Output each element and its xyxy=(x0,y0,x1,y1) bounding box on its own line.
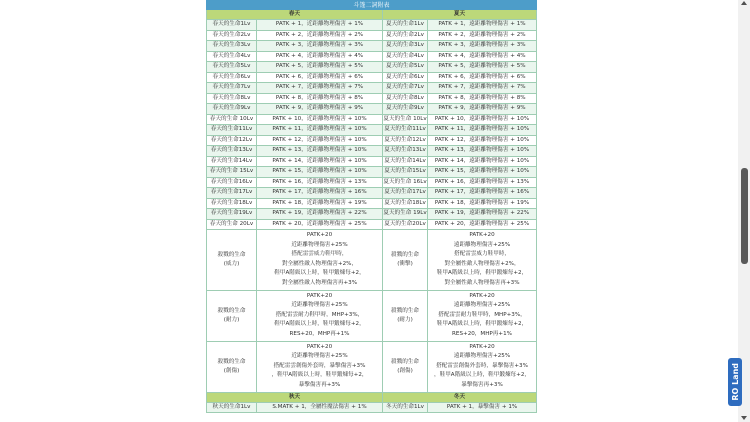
table-row xyxy=(207,209,537,220)
special-label-line: 殺戮的生命 xyxy=(217,251,246,258)
summer-level-cell: 夏天的生命 19Lv xyxy=(383,209,428,220)
spring-level-cell: 春天的生命 15Lv xyxy=(207,167,257,178)
table-row xyxy=(207,156,537,167)
effect-line: 對全屬性敵人物理傷害+2%， xyxy=(281,260,358,267)
special-label-line: 殺戮的生命 xyxy=(391,307,419,314)
effect-line: 對全屬性敵人物理傷害再+3% xyxy=(444,279,520,286)
spring-effect-cell: PATK + 11，近距離物理傷害 + 10% xyxy=(257,125,383,136)
table-row xyxy=(207,188,537,199)
table-row-special xyxy=(207,230,537,291)
summer-level-cell: 夏天的生命15Lv xyxy=(383,167,428,178)
spring-level-cell: 春天的生命18Lv xyxy=(207,198,257,209)
spring-effect-cell: PATK + 13，近距離物理傷害 + 10% xyxy=(257,146,383,157)
effect-line: 遠距離物理傷害+25% xyxy=(453,353,511,360)
table-row xyxy=(207,402,537,413)
summer-level-cell: 夏天的生命4Lv xyxy=(383,51,428,62)
effect-line: 對全屬性敵人物理傷害再+3% xyxy=(281,279,358,286)
summer-effect-cell: PATK + 4，遠距離物理傷害 + 4% xyxy=(428,51,537,62)
summer-level-cell: 夏天的生命13Lv xyxy=(383,146,428,157)
winter-level-cell: 冬天的生命1Lv xyxy=(383,402,428,413)
table-row xyxy=(207,198,537,209)
spring-effect-cell: PATK + 8，近距離物理傷害 + 8% xyxy=(257,93,383,104)
summer-level-cell: 夏天的生命9Lv xyxy=(383,104,428,115)
special-label-line: 殺戮的生命 xyxy=(217,358,246,365)
spring-level-cell: 春天的生命8Lv xyxy=(207,93,257,104)
table-row xyxy=(207,167,537,178)
spring-effect-cell: PATK + 19，近距離物理傷害 + 22% xyxy=(257,209,383,220)
effect-line: 近距離物理傷害+25% xyxy=(291,302,348,309)
spring-level-cell: 春天的生命1Lv xyxy=(207,20,257,31)
spring-effect-cell: PATK + 10，近距離物理傷害 + 10% xyxy=(257,114,383,125)
effect-line: 鞋甲A階級以上時，鞋甲鍛煉每+2， xyxy=(436,270,528,277)
spring-level-cell: 春天的生命17Lv xyxy=(207,188,257,199)
effect-line: 搭配雷雲創傷外套時，暴擊傷害+3% xyxy=(273,362,366,369)
special-label-line: (創傷) xyxy=(223,367,240,374)
spring-effect-cell: PATK + 16，近距離物理傷害 + 13% xyxy=(257,177,383,188)
scroll-up-arrow-icon[interactable] xyxy=(741,1,747,5)
spring-level-cell: 春天的生命12Lv xyxy=(207,135,257,146)
special-label-line: 殺戮的生命 xyxy=(391,358,419,365)
spring-level-cell: 春天的生命7Lv xyxy=(207,83,257,94)
special-effect-cell xyxy=(257,230,383,291)
effect-line: 遠距離物理傷害+25% xyxy=(453,241,511,248)
special-effect-cell xyxy=(428,290,537,341)
scroll-down-arrow-icon[interactable] xyxy=(741,416,747,420)
spring-effect-cell: PATK + 17，近距離物理傷害 + 16% xyxy=(257,188,383,199)
summer-effect-cell: PATK + 12，遠距離物理傷害 + 10% xyxy=(428,135,537,146)
summer-effect-cell: PATK + 20，遠距離物理傷害 + 25% xyxy=(428,219,537,230)
spring-header: 春天 xyxy=(207,10,383,20)
summer-effect-cell: PATK + 14，遠距離物理傷害 + 10% xyxy=(428,156,537,167)
spring-effect-cell: PATK + 2，近距離物理傷害 + 2% xyxy=(257,30,383,41)
summer-effect-cell: PATK + 6，遠距離物理傷害 + 6% xyxy=(428,72,537,83)
summer-level-cell: 夏天的生命12Lv xyxy=(383,135,428,146)
summer-level-cell: 夏天的生命8Lv xyxy=(383,93,428,104)
spring-effect-cell: PATK + 14，近距離物理傷害 + 10% xyxy=(257,156,383,167)
winter-effect-cell: PATK + 1，暴擊傷害 + 1% xyxy=(428,402,537,413)
summer-level-cell: 夏天的生命2Lv xyxy=(383,30,428,41)
special-effect-cell xyxy=(257,341,383,392)
summer-header: 夏天 xyxy=(383,10,537,20)
summer-effect-cell: PATK + 15，遠距離物理傷害 + 10% xyxy=(428,167,537,178)
wing-cloak-table xyxy=(206,0,537,413)
special-label-cell xyxy=(383,230,428,291)
summer-level-cell: 夏天的生命18Lv xyxy=(383,198,428,209)
autumn-level-cell: 秋天的生命1Lv xyxy=(207,402,257,413)
spring-effect-cell: PATK + 12，近距離物理傷害 + 10% xyxy=(257,135,383,146)
table-row xyxy=(207,135,537,146)
summer-effect-cell: PATK + 2，遠距離物理傷害 + 2% xyxy=(428,30,537,41)
spring-level-cell: 春天的生命 10Lv xyxy=(207,114,257,125)
summer-level-cell: 夏天的生命11Lv xyxy=(383,125,428,136)
effect-line: 搭配雷雲威力鞋甲時， xyxy=(454,251,510,258)
summer-effect-cell: PATK + 19，遠距離物理傷害 + 22% xyxy=(428,209,537,220)
summer-effect-cell: PATK + 17，遠距離物理傷害 + 16% xyxy=(428,188,537,199)
effect-line: 對全屬性敵人物理傷害+2%， xyxy=(444,260,520,267)
spring-effect-cell: PATK + 3，近距離物理傷害 + 3% xyxy=(257,41,383,52)
summer-level-cell: 夏天的生命20Lv xyxy=(383,219,428,230)
effect-line: ，鞋甲A階級以上時，鞋甲鍛煉每+2， xyxy=(271,372,368,379)
effect-line: 搭配雷雲耐力鞋甲時，MHP+3%， xyxy=(438,311,526,318)
spring-level-cell: 春天的生命2Lv xyxy=(207,30,257,41)
special-label-line: (耐力) xyxy=(397,316,413,323)
summer-level-cell: 夏天的生命7Lv xyxy=(383,83,428,94)
autumn-effect-cell: S.MATK + 1，全屬性魔法傷害 + 1% xyxy=(257,402,383,413)
summer-effect-cell: PATK + 9，遠距離物理傷害 + 9% xyxy=(428,104,537,115)
summer-level-cell: 夏天的生命 10Lv xyxy=(383,114,428,125)
effect-line: PATK+20 xyxy=(469,343,495,350)
spring-level-cell: 春天的生命16Lv xyxy=(207,177,257,188)
spring-effect-cell: PATK + 7，近距離物理傷害 + 7% xyxy=(257,83,383,94)
spring-effect-cell: PATK + 9，近距離物理傷害 + 9% xyxy=(257,104,383,115)
table-row xyxy=(207,114,537,125)
table-row xyxy=(207,93,537,104)
special-label-cell xyxy=(207,341,257,392)
special-label-cell xyxy=(207,230,257,291)
special-label-line: 殺戮的生命 xyxy=(391,251,419,258)
special-label-cell xyxy=(383,290,428,341)
table-row xyxy=(207,41,537,52)
season-header-row xyxy=(207,392,537,402)
spring-effect-cell: PATK + 6，近距離物理傷害 + 6% xyxy=(257,72,383,83)
effect-line: 近距離物理傷害+25% xyxy=(291,241,348,248)
effect-line: PATK+20 xyxy=(469,292,495,299)
summer-effect-cell: PATK + 13，遠距離物理傷害 + 10% xyxy=(428,146,537,157)
effect-line: 近距離物理傷害+25% xyxy=(291,353,348,360)
spring-effect-cell: PATK + 18，近距離物理傷害 + 19% xyxy=(257,198,383,209)
summer-effect-cell: PATK + 16，遠距離物理傷害 + 13% xyxy=(428,177,537,188)
effect-line: 搭配雷雲耐力鞋甲時，MHP+3%， xyxy=(275,311,364,318)
ro-land-badge[interactable] xyxy=(728,358,742,406)
spring-effect-cell: PATK + 20，近距離物理傷害 + 25% xyxy=(257,219,383,230)
summer-level-cell: 夏天的生命 16Lv xyxy=(383,177,428,188)
special-label-line: 殺戮的生命 xyxy=(217,307,246,314)
spring-level-cell: 春天的生命14Lv xyxy=(207,156,257,167)
spring-level-cell: 春天的生命5Lv xyxy=(207,62,257,73)
table-row-special xyxy=(207,290,537,341)
spring-level-cell: 春天的生命11Lv xyxy=(207,125,257,136)
spring-level-cell: 春天的生命19Lv xyxy=(207,209,257,220)
effect-line: 鞋甲A階級以上時，鞋甲鍛煉每+2， xyxy=(436,321,528,328)
spring-level-cell: 春天的生命9Lv xyxy=(207,104,257,115)
summer-level-cell: 夏天的生命3Lv xyxy=(383,41,428,52)
summer-effect-cell: PATK + 18，遠距離物理傷害 + 19% xyxy=(428,198,537,209)
spring-level-cell: 春天的生命4Lv xyxy=(207,51,257,62)
effect-line: RES+20，MHP再+1% xyxy=(452,330,512,337)
effect-line: ，鞋甲A階級以上時，鞋甲鍛煉每+2， xyxy=(434,372,530,379)
summer-effect-cell: PATK + 3，遠距離物理傷害 + 3% xyxy=(428,41,537,52)
special-label-line: (耐力) xyxy=(223,316,240,323)
summer-level-cell: 夏天的生命1Lv xyxy=(383,20,428,31)
effect-line: RES+20，MHP再+1% xyxy=(289,330,350,337)
table-row xyxy=(207,177,537,188)
effect-line: PATK+20 xyxy=(306,292,333,299)
table-row xyxy=(207,62,537,73)
special-effect-cell xyxy=(428,230,537,291)
special-label-line: (衝擊) xyxy=(397,260,413,267)
table-row xyxy=(207,51,537,62)
winter-header: 冬天 xyxy=(383,392,537,402)
summer-effect-cell: PATK + 7，遠距離物理傷害 + 7% xyxy=(428,83,537,94)
effect-line: PATK+20 xyxy=(469,232,495,238)
table-row-special xyxy=(207,341,537,392)
spring-effect-cell: PATK + 15，近距離物理傷害 + 10% xyxy=(257,167,383,178)
special-label-cell xyxy=(383,341,428,392)
special-effect-cell xyxy=(428,341,537,392)
effect-line: 遠距離物理傷害+25% xyxy=(453,302,511,309)
summer-effect-cell: PATK + 11，遠距離物理傷害 + 10% xyxy=(428,125,537,136)
summer-level-cell: 夏天的生命17Lv xyxy=(383,188,428,199)
summer-level-cell: 夏天的生命5Lv xyxy=(383,62,428,73)
summer-effect-cell: PATK + 8，遠距離物理傷害 + 8% xyxy=(428,93,537,104)
summer-level-cell: 夏天的生命6Lv xyxy=(383,72,428,83)
special-label-line: (創傷) xyxy=(397,367,413,374)
effect-line: PATK+20 xyxy=(306,343,333,350)
ro-land-label: RO Land xyxy=(730,363,740,401)
effect-line: PATK+20 xyxy=(306,232,333,238)
spring-level-cell: 春天的生命13Lv xyxy=(207,146,257,157)
spring-level-cell: 春天的生命3Lv xyxy=(207,41,257,52)
summer-effect-cell: PATK + 10，遠距離物理傷害 + 10% xyxy=(428,114,537,125)
table-row xyxy=(207,104,537,115)
spring-effect-cell: PATK + 1，近距離物理傷害 + 1% xyxy=(257,20,383,31)
summer-effect-cell: PATK + 5，遠距離物理傷害 + 5% xyxy=(428,62,537,73)
table-row xyxy=(207,72,537,83)
table-row xyxy=(207,20,537,31)
table-row xyxy=(207,125,537,136)
effect-line: 搭配雷雲創傷外套時，暴擊傷害+3% xyxy=(436,362,528,369)
summer-effect-cell: PATK + 1，遠距離物理傷害 + 1% xyxy=(428,20,537,31)
effect-line: 鞋甲A階級以上時，鞋甲鍛煉每+2， xyxy=(274,321,365,328)
spring-effect-cell: PATK + 4，近距離物理傷害 + 4% xyxy=(257,51,383,62)
table-row xyxy=(207,83,537,94)
effect-line: 暴擊傷害再+3% xyxy=(461,381,503,388)
scrollbar-thumb[interactable] xyxy=(741,168,748,264)
spring-level-cell: 春天的生命6Lv xyxy=(207,72,257,83)
spring-effect-cell: PATK + 5，近距離物理傷害 + 5% xyxy=(257,62,383,73)
special-effect-cell xyxy=(257,290,383,341)
effect-line: 鞋甲A階級以上時，鞋甲鍛煉每+2， xyxy=(274,270,365,277)
special-label-cell xyxy=(207,290,257,341)
spring-level-cell: 春天的生命 20Lv xyxy=(207,219,257,230)
special-label-line: (威力) xyxy=(223,260,240,267)
table-row xyxy=(207,30,537,41)
autumn-header: 秋天 xyxy=(207,392,383,402)
table-title: 斗篷二詞附表 xyxy=(207,1,537,10)
table-row xyxy=(207,146,537,157)
table-row xyxy=(207,219,537,230)
summer-level-cell: 夏天的生命14Lv xyxy=(383,156,428,167)
effect-line: 搭配雷雲威力鞋甲時， xyxy=(291,251,348,258)
effect-line: 暴擊傷害再+3% xyxy=(298,381,341,388)
